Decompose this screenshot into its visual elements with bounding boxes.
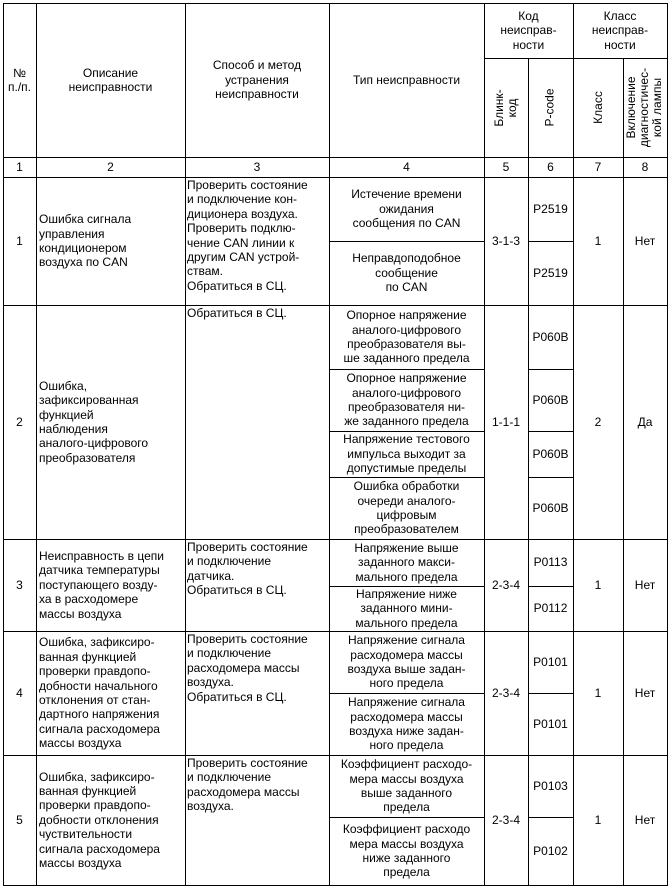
header-method-text: Способ и метод устранения неисправности	[212, 58, 302, 102]
fault-type-text: Неправдоподобное сообщение по CAN	[352, 251, 461, 295]
row-description-text: Ошибка, зафиксированная функцией наблюдения аналого-цифрового преобразователя	[39, 378, 149, 465]
header-fault-type-text: Тип неисправности	[352, 72, 461, 87]
row-description	[36, 305, 185, 539]
fault-p-code	[528, 305, 573, 369]
row-class	[573, 631, 623, 755]
fault-p-code-text: P060B	[532, 392, 569, 407]
fault-p-code	[528, 631, 573, 693]
header-bottom-border	[3, 157, 668, 158]
column-border	[528, 58, 529, 886]
header-p-code	[528, 58, 573, 157]
fault-type	[329, 693, 484, 755]
column-number-4	[329, 157, 484, 177]
column-number-2	[36, 157, 185, 177]
row-border	[3, 885, 668, 886]
fault-type	[329, 177, 484, 241]
fault-type-text: Опорное напряжение аналого-цифрового преобразователя вы- ше заданного предела	[343, 308, 470, 366]
fault-type-text: Истечение времени ожидания сообщения по CAN	[351, 187, 462, 231]
fault-p-code-text: P060B	[532, 446, 569, 461]
header-code-group	[484, 3, 573, 58]
fault-type	[329, 539, 484, 586]
row-lamp	[623, 631, 667, 755]
column-border	[484, 3, 485, 886]
row-blink-code-text: 2-3-4	[491, 812, 520, 827]
fault-type-text: Ошибка обработки очереди аналого- цифровым преобразователем	[353, 479, 460, 537]
fault-type	[329, 817, 484, 885]
header-class-text: Класс	[590, 91, 605, 124]
column-number-5-text: 5	[502, 159, 510, 174]
row-blink-code	[484, 177, 528, 305]
row-number-text: 2	[16, 414, 23, 429]
column-number-8	[623, 157, 667, 177]
fault-divider	[528, 431, 574, 432]
row-lamp-text: Нет	[634, 233, 656, 248]
row-blink-code-text: 3-1-3	[491, 233, 520, 248]
row-method	[185, 539, 329, 631]
fault-divider	[528, 586, 574, 587]
row-method-text: Проверить состояние и подключение расходомера массы воздуха. Обратиться в СЦ.	[187, 632, 308, 704]
row-lamp-text: Нет	[634, 685, 656, 700]
column-border	[185, 3, 186, 886]
column-border	[3, 3, 4, 886]
row-description	[36, 631, 185, 755]
fault-p-code-text: P0102	[533, 843, 568, 858]
fault-p-code-text: P0112	[533, 601, 568, 616]
column-number-3-text: 3	[253, 159, 261, 174]
row-method-text: Проверить состояние и подключение датчика. Обратиться в СЦ.	[187, 540, 308, 598]
row-class	[573, 755, 623, 885]
fault-p-code-text: P0113	[533, 555, 568, 570]
fault-p-code	[528, 586, 573, 631]
fault-type	[329, 305, 484, 369]
column-border	[329, 3, 330, 886]
column-number-1-text: 1	[16, 159, 23, 174]
row-blink-code	[484, 631, 528, 755]
fault-divider	[329, 693, 485, 694]
fault-divider	[528, 693, 574, 694]
fault-type	[329, 431, 484, 477]
column-border	[667, 3, 668, 886]
row-blink-code	[484, 305, 528, 539]
fault-type	[329, 631, 484, 693]
fault-type	[329, 369, 484, 431]
fault-p-code-text: P2519	[533, 265, 568, 280]
fault-divider	[528, 241, 574, 242]
row-description-text: Неисправность в цепи датчика температуры поступающего возду- ха в расходомере массы воздуха	[39, 548, 164, 621]
fault-divider	[329, 369, 485, 370]
fault-type-text: Напряжение сигнала расходомера массы воздуха ниже задан- ного предела	[348, 695, 465, 753]
row-lamp	[623, 755, 667, 885]
fault-code-table	[3, 3, 667, 885]
header-fault-type	[329, 3, 484, 157]
column-number-7	[573, 157, 623, 177]
header-num-text: № п./п.	[8, 65, 31, 94]
row-blink-code-text: 1-1-1	[491, 414, 520, 429]
fault-type-text: Коэффициент расходо мера массы воздуха ниже заданного предела	[342, 822, 471, 880]
column-border	[573, 3, 574, 886]
row-blink-code	[484, 539, 528, 631]
row-method-text: Проверить состояние и подключение кон- диционера воздуха. Проверить подклю- чение CAN линии к другим CAN устрой- ствам. Обратиться в СЦ.	[187, 178, 308, 293]
column-number-1	[3, 157, 36, 177]
row-class	[573, 177, 623, 305]
row-class-text: 1	[594, 233, 602, 248]
row-description	[36, 755, 185, 885]
header-num	[3, 3, 36, 157]
column-number-3	[185, 157, 329, 177]
column-number-6-text: 6	[547, 159, 554, 174]
row-number-text: 5	[16, 812, 23, 827]
header-method	[185, 3, 329, 157]
column-number-5	[484, 157, 528, 177]
fault-p-code	[528, 693, 573, 755]
header-lamp-text: Включение диагностичес- кой лампы	[624, 67, 665, 148]
row-class-text: 2	[594, 414, 602, 429]
header-class	[573, 58, 623, 157]
fault-divider	[329, 431, 485, 432]
row-number-text: 3	[16, 577, 23, 592]
row-method	[185, 305, 329, 539]
row-blink-code-text: 2-3-4	[491, 577, 520, 592]
row-blink-code-text: 2-3-4	[491, 685, 520, 700]
row-blink-code	[484, 755, 528, 885]
fault-divider	[329, 477, 485, 478]
header-description-text: Описание неисправности	[68, 65, 153, 94]
row-method	[185, 177, 329, 305]
row-lamp	[623, 539, 667, 631]
header-class-group	[573, 3, 667, 58]
row-number	[3, 755, 36, 885]
row-description-text: Ошибка сигнала управления кондиционером воздуха по CAN	[39, 212, 132, 270]
row-description-text: Ошибка, зафиксиро- ванная функцией проверки правдопо- добности начального отклонения от стан- дартного напряжения сигнала расходомера массы воздуха	[39, 635, 160, 751]
table-top-border	[3, 3, 668, 4]
row-lamp	[623, 305, 667, 539]
header-blink-code-text: Блинк-код	[492, 88, 519, 127]
fault-divider	[329, 817, 485, 818]
fault-type-text: Коэффициент расходо- мера массы воздуха выше заданного предела	[340, 757, 473, 815]
fault-p-code	[528, 477, 573, 539]
row-class	[573, 539, 623, 631]
fault-p-code	[528, 241, 573, 305]
fault-divider	[528, 369, 574, 370]
row-description	[36, 177, 185, 305]
fault-p-code-text: P2519	[533, 201, 568, 216]
header-class-group-text: Класс неисправ- ности	[591, 8, 649, 52]
fault-type-text: Напряжение сигнала расходомера массы воздуха выше задан- ного предела	[347, 633, 466, 691]
header-lamp	[623, 58, 667, 157]
fault-type	[329, 586, 484, 631]
row-method-text: Обратиться в СЦ.	[187, 306, 287, 320]
row-number	[3, 631, 36, 755]
fault-type-text: Напряжение ниже заданного мини- мального предела	[355, 586, 458, 630]
header-blink-code	[484, 58, 528, 157]
fault-divider	[329, 241, 485, 242]
column-number-8-text: 8	[641, 159, 649, 174]
column-number-6	[528, 157, 573, 177]
fault-type-text: Опорное напряжение аналого-цифрового преобразователя ни- же заданного предела	[344, 371, 469, 429]
fault-p-code-text: P060B	[532, 329, 569, 344]
fault-p-code	[528, 177, 573, 241]
column-border	[623, 58, 624, 886]
fault-type	[329, 755, 484, 817]
column-border	[36, 3, 37, 886]
fault-p-code-text: P0101	[533, 654, 568, 669]
row-method-text: Проверить состояние и подключение расходомера массы воздуха.	[187, 756, 308, 814]
row-lamp-text: Нет	[634, 812, 656, 827]
number-row-border	[3, 177, 668, 178]
fault-p-code-text: P0101	[533, 716, 568, 731]
row-number	[3, 177, 36, 305]
row-class	[573, 305, 623, 539]
fault-type	[329, 477, 484, 539]
row-description	[36, 539, 185, 631]
fault-divider	[528, 477, 574, 478]
header-p-code-text: P-code	[543, 88, 557, 127]
column-number-4-text: 4	[403, 159, 410, 174]
row-description-text: Ошибка, зафиксиро- ванная функцией проверки правдопо- добности отклонения чуствительности сигнала расходомера массы воздуха	[39, 769, 160, 871]
row-class-text: 1	[594, 812, 602, 827]
fault-divider	[329, 586, 485, 587]
fault-p-code	[528, 539, 573, 586]
fault-p-code	[528, 369, 573, 431]
row-number-text: 4	[16, 685, 23, 700]
fault-type	[329, 241, 484, 305]
fault-p-code	[528, 431, 573, 477]
fault-p-code	[528, 817, 573, 885]
row-class-text: 1	[594, 577, 602, 592]
row-lamp-text: Да	[637, 414, 653, 429]
header-description	[36, 3, 185, 157]
header-code-group-text: Код неисправ- ности	[500, 8, 557, 52]
fault-p-code-text: P060B	[532, 500, 569, 515]
row-class-text: 1	[594, 685, 602, 700]
row-method	[185, 755, 329, 885]
column-number-7-text: 7	[594, 159, 602, 174]
fault-p-code-text: P0103	[533, 778, 568, 793]
row-lamp-text: Нет	[634, 577, 656, 592]
row-lamp	[623, 177, 667, 305]
header-divider	[484, 58, 668, 59]
fault-p-code	[528, 755, 573, 817]
row-number-text: 1	[16, 233, 23, 248]
row-method	[185, 631, 329, 755]
fault-divider	[528, 817, 574, 818]
column-number-2-text: 2	[107, 159, 114, 174]
row-number	[3, 539, 36, 631]
row-number	[3, 305, 36, 539]
fault-type-text: Напряжение тестового импульса выходит за допустимые пределы	[343, 432, 470, 476]
fault-type-text: Напряжение выше заданного макси- мального предела	[354, 540, 459, 584]
